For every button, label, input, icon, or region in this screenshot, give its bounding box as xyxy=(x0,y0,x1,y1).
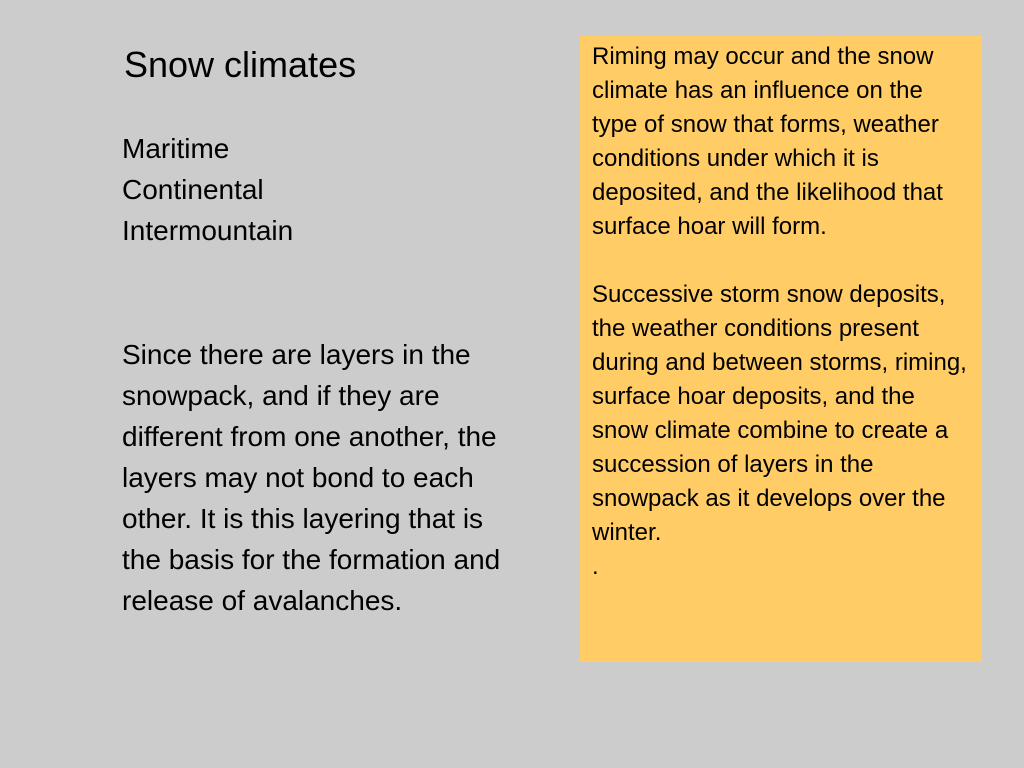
paragraph-spacer xyxy=(592,244,970,278)
climate-item-continental: Continental xyxy=(122,174,264,205)
climate-item-maritime: Maritime xyxy=(122,133,230,164)
layering-paragraph: Since there are layers in the snowpack, and if they are different from one another, the layers may not bond to each other. It is this layering that is the basis for the formation and release of avalanches. xyxy=(122,339,501,616)
note-trailing-period: . xyxy=(592,553,599,580)
note-paragraph-layers: Successive storm snow deposits, the weather conditions present during and between storms, riming, surface hoar deposits, and the snow climate combine to create a succession of layers in the snowpack as it develops over the winter. xyxy=(592,281,967,546)
note-box xyxy=(580,36,982,662)
slide-title: Snow climates xyxy=(124,44,357,85)
climate-list xyxy=(122,128,293,251)
climate-item-intermountain: Intermountain xyxy=(122,215,294,246)
note-paragraph-riming: Riming may occur and the snow climate has an influence on the type of snow that forms, weather conditions under which it is deposited, and the likelihood that surface hoar will form. xyxy=(592,43,943,240)
